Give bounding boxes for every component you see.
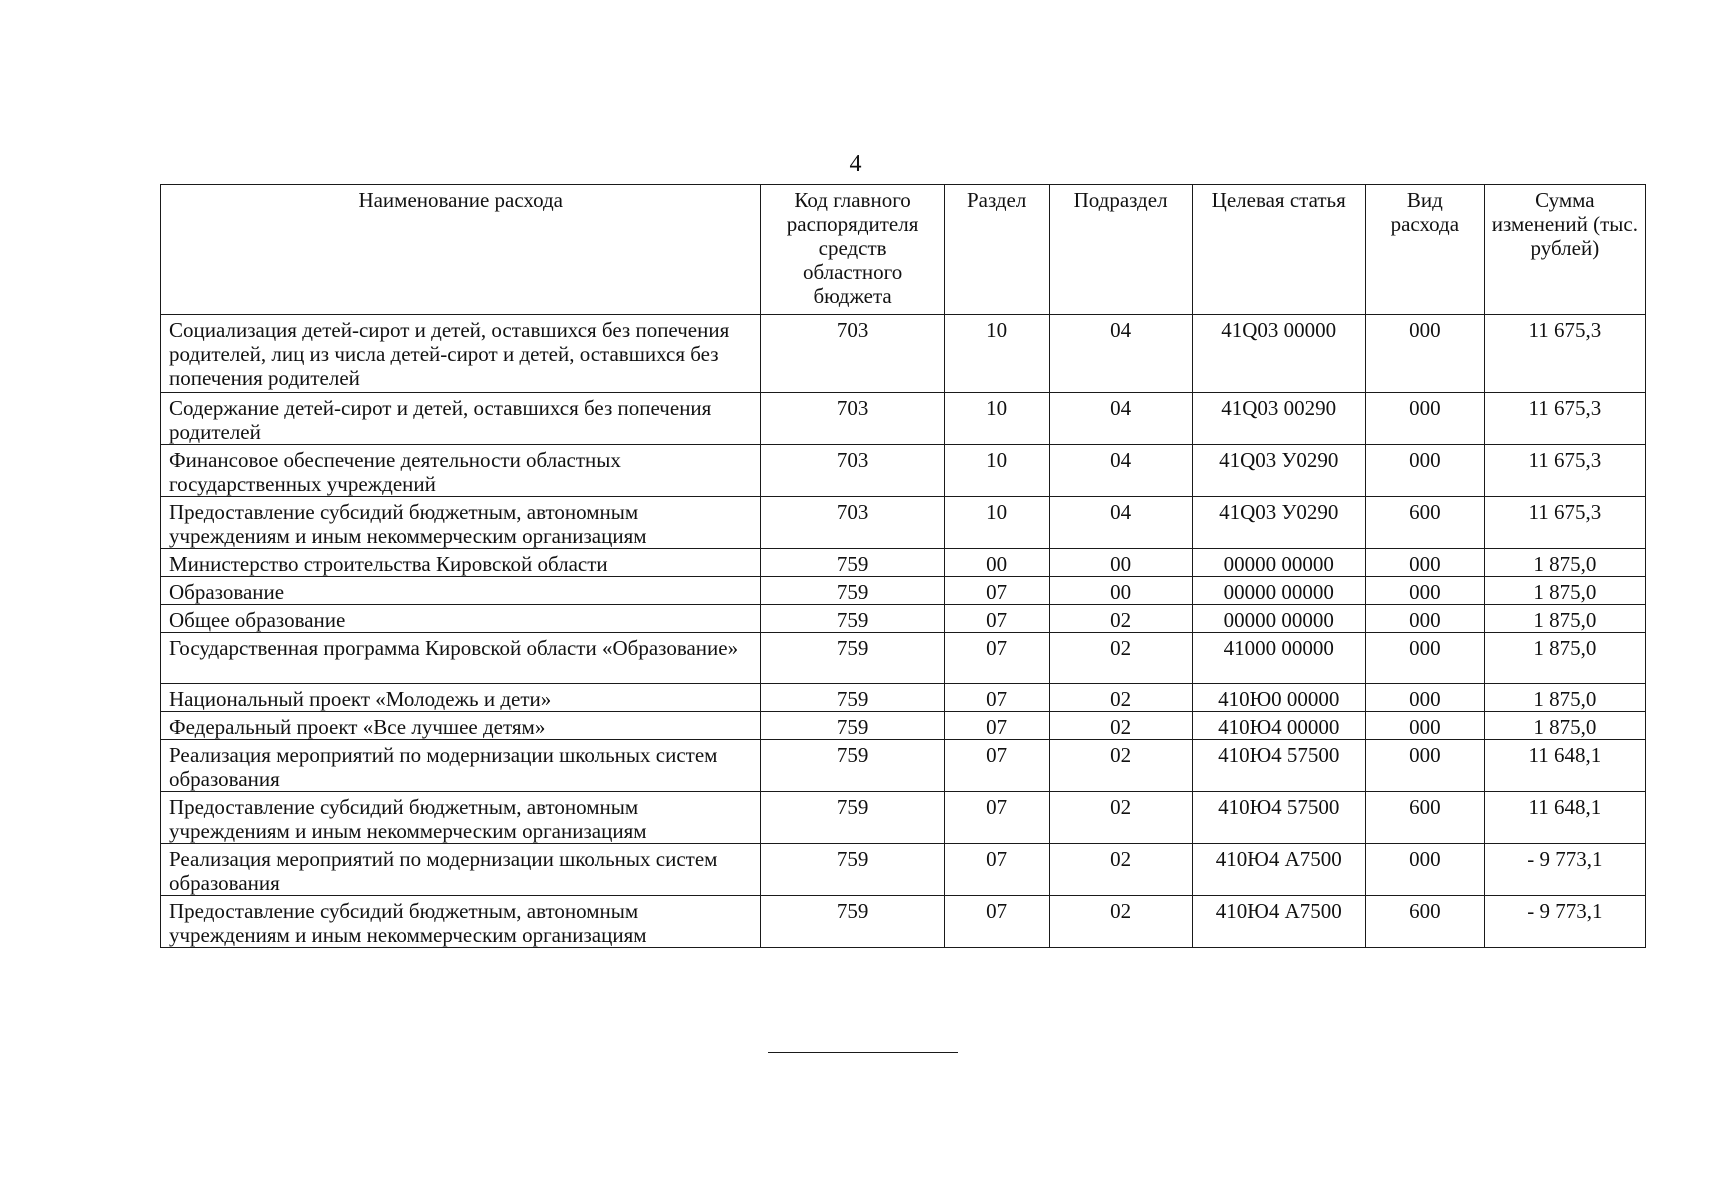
cell-expense-name: Министерство строительства Кировской области [161,549,761,577]
cell-expense-type: 000 [1365,605,1484,633]
cell-change-sum: 1 875,0 [1484,577,1645,605]
cell-target-article: 410Ю4 57500 [1192,792,1365,844]
cell-expense-type: 600 [1365,497,1484,549]
header-change-sum: Сумма изменений (тыс. рублей) [1484,185,1645,315]
cell-subsection: 02 [1049,896,1192,948]
table-row [161,445,1646,497]
cell-manager-code: 703 [761,393,944,445]
table-row [161,712,1646,740]
cell-expense-type: 600 [1365,792,1484,844]
table-row [161,896,1646,948]
cell-target-article: 41Q03 У0290 [1192,445,1365,497]
header-manager-code: Код главного распорядителя средств областного бюджета [761,185,944,315]
header-subsection: Подраздел [1049,185,1192,315]
cell-expense-name: Финансовое обеспечение деятельности областных государственных учреждений [161,445,761,497]
table-row [161,497,1646,549]
cell-expense-name: Общее образование [161,605,761,633]
cell-change-sum: 11 648,1 [1484,740,1645,792]
cell-expense-type: 600 [1365,896,1484,948]
cell-section: 07 [944,896,1049,948]
cell-expense-type: 000 [1365,712,1484,740]
cell-expense-type: 000 [1365,315,1484,393]
table-row [161,577,1646,605]
cell-expense-type: 000 [1365,393,1484,445]
cell-change-sum: 11 675,3 [1484,497,1645,549]
table-row [161,740,1646,792]
header-target-article: Целевая статья [1192,185,1365,315]
table-row [161,844,1646,896]
table-row [161,393,1646,445]
cell-subsection: 04 [1049,315,1192,393]
table-row [161,315,1646,393]
cell-target-article: 410Ю4 00000 [1192,712,1365,740]
cell-expense-name: Предоставление субсидий бюджетным, автономным учреждениям и иным некоммерческим организациям [161,896,761,948]
table-row [161,605,1646,633]
cell-subsection: 04 [1049,393,1192,445]
cell-section: 10 [944,497,1049,549]
cell-change-sum: - 9 773,1 [1484,896,1645,948]
cell-section: 07 [944,792,1049,844]
cell-expense-name: Социализация детей-сирот и детей, оставшихся без попечения родителей, лиц из числа детей-сирот и детей, оставшихся без попечения родителей [161,315,761,393]
cell-manager-code: 759 [761,684,944,712]
cell-manager-code: 703 [761,445,944,497]
cell-expense-type: 000 [1365,844,1484,896]
cell-section: 07 [944,740,1049,792]
cell-manager-code: 703 [761,497,944,549]
cell-target-article: 410Ю0 00000 [1192,684,1365,712]
cell-section: 07 [944,684,1049,712]
cell-change-sum: - 9 773,1 [1484,844,1645,896]
cell-expense-type: 000 [1365,684,1484,712]
cell-target-article: 41Q03 00000 [1192,315,1365,393]
cell-section: 10 [944,393,1049,445]
cell-expense-type: 000 [1365,445,1484,497]
cell-section: 07 [944,577,1049,605]
table-row [161,684,1646,712]
cell-target-article: 410Ю4 57500 [1192,740,1365,792]
cell-change-sum: 1 875,0 [1484,549,1645,577]
cell-expense-name: Предоставление субсидий бюджетным, автономным учреждениям и иным некоммерческим организациям [161,792,761,844]
cell-section: 10 [944,445,1049,497]
table-header-row [161,185,1646,315]
cell-change-sum: 11 675,3 [1484,445,1645,497]
cell-change-sum: 11 675,3 [1484,315,1645,393]
cell-manager-code: 759 [761,792,944,844]
table-row [161,633,1646,684]
cell-change-sum: 1 875,0 [1484,633,1645,684]
cell-subsection: 04 [1049,497,1192,549]
cell-expense-name: Предоставление субсидий бюджетным, автономным учреждениям и иным некоммерческим организациям [161,497,761,549]
cell-change-sum: 1 875,0 [1484,712,1645,740]
cell-change-sum: 11 675,3 [1484,393,1645,445]
cell-manager-code: 759 [761,896,944,948]
cell-target-article: 410Ю4 А7500 [1192,844,1365,896]
cell-expense-type: 000 [1365,549,1484,577]
cell-expense-type: 000 [1365,740,1484,792]
cell-subsection: 02 [1049,633,1192,684]
cell-subsection: 02 [1049,740,1192,792]
cell-section: 07 [944,605,1049,633]
header-expense-name: Наименование расхода [161,185,761,315]
cell-manager-code: 759 [761,549,944,577]
cell-expense-name: Реализация мероприятий по модернизации школьных систем образования [161,740,761,792]
cell-subsection: 02 [1049,792,1192,844]
cell-section: 10 [944,315,1049,393]
cell-subsection: 02 [1049,712,1192,740]
cell-target-article: 00000 00000 [1192,605,1365,633]
cell-section: 00 [944,549,1049,577]
table-row [161,792,1646,844]
cell-section: 07 [944,633,1049,684]
cell-subsection: 00 [1049,577,1192,605]
cell-expense-name: Национальный проект «Молодежь и дети» [161,684,761,712]
cell-target-article: 41Q03 У0290 [1192,497,1365,549]
page-number: 4 [849,151,862,177]
cell-expense-type: 000 [1365,577,1484,605]
cell-target-article: 00000 00000 [1192,577,1365,605]
cell-manager-code: 759 [761,844,944,896]
cell-target-article: 41Q03 00290 [1192,393,1365,445]
cell-section: 07 [944,844,1049,896]
cell-subsection: 04 [1049,445,1192,497]
cell-expense-name: Федеральный проект «Все лучшее детям» [161,712,761,740]
cell-change-sum: 1 875,0 [1484,605,1645,633]
cell-manager-code: 703 [761,315,944,393]
cell-section: 07 [944,712,1049,740]
cell-expense-name: Реализация мероприятий по модернизации школьных систем образования [161,844,761,896]
header-section: Раздел [944,185,1049,315]
cell-change-sum: 1 875,0 [1484,684,1645,712]
cell-subsection: 02 [1049,684,1192,712]
cell-expense-name: Государственная программа Кировской области «Образование» [161,633,761,684]
cell-target-article: 41000 00000 [1192,633,1365,684]
cell-expense-name: Образование [161,577,761,605]
cell-subsection: 02 [1049,844,1192,896]
cell-expense-type: 000 [1365,633,1484,684]
table-row [161,549,1646,577]
cell-manager-code: 759 [761,605,944,633]
cell-manager-code: 759 [761,712,944,740]
cell-manager-code: 759 [761,633,944,684]
cell-expense-name: Содержание детей-сирот и детей, оставшихся без попечения родителей [161,393,761,445]
cell-manager-code: 759 [761,740,944,792]
end-of-document-line [768,1052,958,1053]
cell-target-article: 410Ю4 А7500 [1192,896,1365,948]
cell-subsection: 02 [1049,605,1192,633]
cell-target-article: 00000 00000 [1192,549,1365,577]
cell-change-sum: 11 648,1 [1484,792,1645,844]
header-expense-type: Вид расхода [1365,185,1484,315]
expenditure-table [160,184,1646,948]
cell-subsection: 00 [1049,549,1192,577]
cell-manager-code: 759 [761,577,944,605]
